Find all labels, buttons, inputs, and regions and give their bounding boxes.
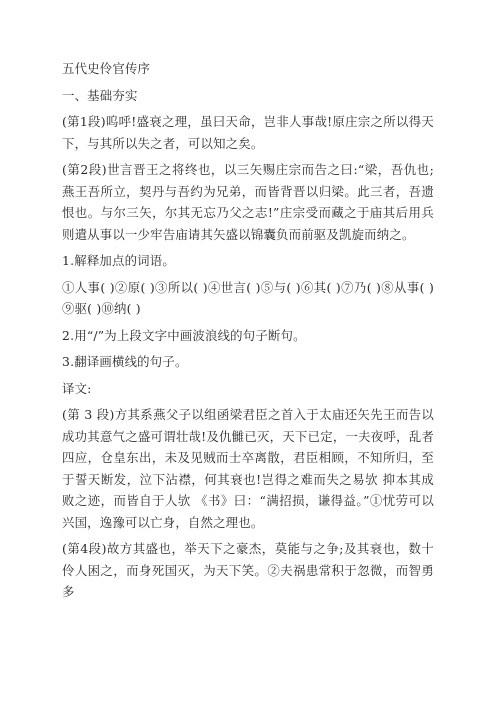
question-2: 2.用“/”为上段文字中画波浪线的句子断句。 bbox=[62, 327, 306, 343]
question-1: 1.解释加点的词语。 bbox=[62, 253, 175, 268]
document-title: 五代史伶官传序 bbox=[62, 61, 151, 76]
document-page bbox=[62, 58, 434, 603]
section-heading: 一、基础夯实 bbox=[62, 87, 138, 103]
paragraph-1: (第1段)呜呼!盛衰之理，虽曰天命，岂非人事哉!原庄宗之所以得天下，与其所以失之者，可以知之矣。 bbox=[62, 114, 434, 151]
paragraph-3: (第 3 段)方其系燕父子以组函梁君臣之首入于太庙还矢先王而告以成功其意气之盛可谓壮哉!及仇雠已灭，天下已定，一夫夜呼，乱者四应，仓皇东出，未及见贼而士卒离散，君臣相顾，不知所归，至于誓天断发，泣下沾襟，何其衰也!岂得之难而失之易欤 抑本其成败之迹，而皆自于人欤 《书》曰：“满招损，谦得益。”①忧劳可以兴国，逸豫可以亡身，自然之理也。 bbox=[62, 407, 434, 530]
translation-label: 译文: bbox=[62, 380, 92, 396]
question-1-items: ①人事( )②原( )③所以( )④世言( )⑤与( )⑥其( )⑦乃( )⑧从事( )⑨驱( )⑩纳( ) bbox=[62, 279, 434, 316]
question-3: 3.翻译画横线的句子。 bbox=[62, 354, 188, 369]
paragraph-2: (第2段)世言晋王之将终也，以三矢赐庄宗而告之曰:“梁，吾仇也;燕王吾所立，契丹与吾约为兄弟，而皆背晋以归梁。此三者，吾遗恨也。与尔三矢，尔其无忘乃父之志!”庄宗受而藏之于庙其后用兵则遣从事以一少牢告庙请其矢盛以锦囊负而前驱及凯旋而纳之。 bbox=[62, 162, 434, 242]
paragraph-4: (第4段)故方其盛也，举天下之豪杰，莫能与之争;及其衰也，数十伶人困之，而身死国灭，为天下笑。②夫祸患常积于忽微，而智勇多 bbox=[62, 541, 434, 599]
